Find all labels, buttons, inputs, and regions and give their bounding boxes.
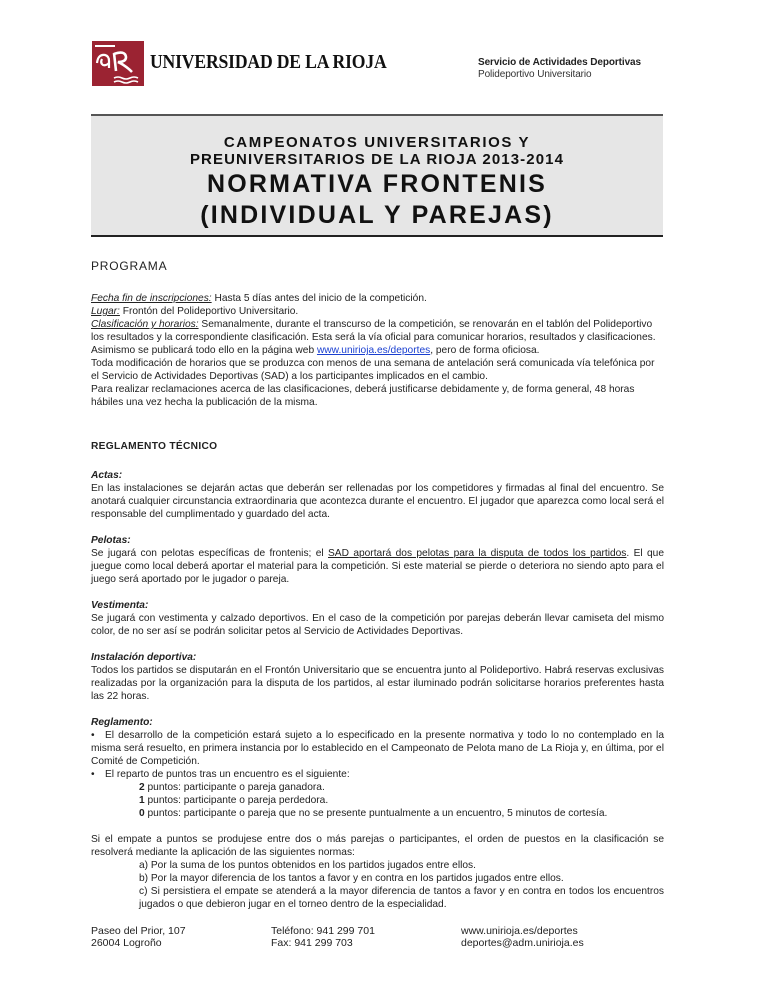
- clasificacion-text: Semanalmente, durante el transcurso de la competición, se renovarán en el tablón del Polideportivo los resultados y la correspondiente clasificación. Esta será la vía oficial para comunicar horarios, resultados y clasificaciones.: [91, 319, 656, 343]
- service-name: [478, 57, 641, 81]
- asimismo-paragraph: [91, 344, 664, 357]
- points-item: [91, 807, 664, 820]
- pelotas-text-pre: Se jugará con pelotas específicas de frontenis; el: [91, 548, 329, 559]
- reglamento-bullet-2: [91, 768, 664, 781]
- instalacion-title: Instalación deportiva:: [91, 652, 197, 663]
- university-name: UNIVERSIDAD DE LA RIOJA: [150, 51, 387, 73]
- lugar: [91, 305, 664, 318]
- actas-section: [91, 469, 664, 521]
- bullet-2-text: El reparto de puntos tras un encuentro es el siguiente:: [105, 769, 350, 780]
- title-box: [91, 114, 663, 237]
- instalacion-text: Todos los partidos se disputarán en el Frontón Universitario que se encuentra junto al Polideportivo. Habrá reservas exclusivas realizadas por la organización para la disputa de los partidos, al estar iluminado podrán solicitarse horarios preferentes hasta las 22 horas.: [91, 665, 664, 702]
- reclamaciones-paragraph: Para realizar reclamaciones acerca de las clasificaciones, deberá justificarse debidamente y, de forma general, 48 horas hábiles una vez hecha la publicación de la misma.: [91, 384, 635, 408]
- clasificacion-label: Clasificación y horarios:: [91, 319, 199, 330]
- web-link[interactable]: www.unirioja.es/deportes: [316, 345, 431, 356]
- empate-intro: Si el empate a puntos se produjese entre dos o más parejas o participantes, el orden de puestos en la clasificación se resolverá mediante la aplicación de las siguientes normas:: [91, 834, 664, 858]
- phone: Teléfono: 941 299 701: [271, 925, 375, 937]
- footer-web: [461, 925, 584, 949]
- address-line-1: Paseo del Prior, 107: [91, 925, 186, 937]
- bullet-1-text: El desarrollo de la competición estará sujeto a lo especificado en la presente normativa y todo lo no contemplado en la misma será resuelto, en primera instancia por lo establecido en el Campeonato de Pelota mano de La Rioja y, en última, por el Comité de Competición.: [91, 730, 664, 767]
- modificacion-paragraph: Toda modificación de horarios que se produzca con menos de una semana de antelación será comunicada vía telefónica por el Servicio de Actividades Deportivas (SAD) a los participantes implicados en el cambio.: [91, 358, 655, 382]
- address-line-2: 26004 Logroño: [91, 937, 162, 949]
- title-line-4: (INDIVIDUAL Y PAREJAS): [200, 201, 554, 229]
- actas-text: En las instalaciones se dejarán actas que deberán ser rellenadas por los competidores y firmadas al final del encuentro. Se anotará cualquier circunstancia extraordinaria que acontezca durante el encuentro. El jugador que aparezca como local será el responsable del cumplimentado y guardado del acta.: [91, 483, 664, 520]
- points-item: [91, 794, 664, 807]
- pelotas-text-post: . El que juegue como local deberá aportar el material para la competición. Si este material se pierde o deteriora no siendo apto para el juego será aportado por le jugador o pareja.: [91, 548, 664, 585]
- title-line-1: CAMPEONATOS UNIVERSITARIOS Y: [223, 134, 531, 151]
- lugar-text: Frontón del Polideportivo Universitario.: [119, 306, 299, 317]
- lugar-label: Lugar:: [91, 306, 120, 317]
- pelotas-text-underlined: SAD aportará dos pelotas para la disputa de todos los partidos: [328, 548, 627, 559]
- vestimenta-text: Se jugará con vestimenta y calzado deportivos. En el caso de la competición por parejas deberán llevar camiseta del mismo color, de no ser así se podrán solicitar petos al Servicio de Actividades Deportivas.: [91, 613, 664, 637]
- empate-rule: b) Por la mayor diferencia de los tantos a favor y en contra en los partidos jugados entre ellos.: [139, 873, 564, 884]
- instalacion-section: [91, 651, 664, 703]
- university-logo-icon: [92, 41, 144, 86]
- document-body: [91, 260, 664, 924]
- pelotas-title: Pelotas:: [91, 535, 131, 546]
- pelotas-text: [91, 547, 664, 586]
- footer-email[interactable]: deportes@adm.unirioja.es: [461, 937, 584, 949]
- fax: Fax: 941 299 703: [271, 937, 353, 949]
- vestimenta-section: [91, 599, 664, 638]
- points-text: puntos: participante o pareja perdedora.: [144, 795, 329, 806]
- empate-section: [91, 833, 664, 911]
- clasificacion-horarios: [91, 318, 664, 344]
- programa-section: [91, 292, 664, 409]
- points-text: puntos: participante o pareja ganadora.: [144, 782, 325, 793]
- fecha-inscripciones: [91, 292, 664, 305]
- points-item: [91, 781, 664, 794]
- points-text: puntos: participante o pareja que no se presente puntualmente a un encuentro, 5 minutos de cortesía.: [144, 808, 608, 819]
- points-value: 2: [139, 782, 145, 793]
- footer-web-link[interactable]: www.unirioja.es/deportes: [461, 925, 578, 937]
- footer-contact: [271, 925, 375, 949]
- asimismo-text: Asimismo se publicará todo ello en la página web: [91, 345, 317, 356]
- fecha-text: Hasta 5 días antes del inicio de la competición.: [211, 293, 427, 304]
- vestimenta-title: Vestimenta:: [91, 600, 149, 611]
- service-line-1: Servicio de Actividades Deportivas: [478, 57, 641, 68]
- reglamento-tecnico-heading: REGLAMENTO TÉCNICO: [91, 441, 218, 452]
- actas-title: Actas:: [91, 470, 123, 481]
- service-line-2: Polideportivo Universitario: [478, 69, 592, 80]
- points-value: 1: [139, 795, 145, 806]
- bullet-icon: •: [91, 769, 95, 780]
- empate-rule: a) Por la suma de los puntos obtenidos en los partidos jugados entre ellos.: [139, 860, 476, 871]
- reglamento-section: [91, 716, 664, 820]
- fecha-label: Fecha fin de inscripciones:: [91, 293, 212, 304]
- bullet-icon: •: [91, 730, 95, 741]
- reglamento-title: Reglamento:: [91, 717, 153, 728]
- points-value: 0: [139, 808, 145, 819]
- pelotas-section: [91, 534, 664, 586]
- title-line-2: PREUNIVERSITARIOS DE LA RIOJA 2013-2014: [189, 151, 565, 168]
- title-line-3: NORMATIVA FRONTENIS: [207, 170, 547, 198]
- reglamento-bullet-1: [91, 729, 664, 768]
- footer-address: [91, 925, 186, 949]
- empate-rule: c) Si persistiera el empate se atenderá a la mayor diferencia de tantos a favor y en contra en todos los encuentros jugados o que debieron jugar en el torneo dentro de la especialidad.: [139, 886, 664, 910]
- programa-heading: PROGRAMA: [91, 259, 168, 273]
- asimismo-post-text: , pero de forma oficiosa.: [430, 345, 540, 356]
